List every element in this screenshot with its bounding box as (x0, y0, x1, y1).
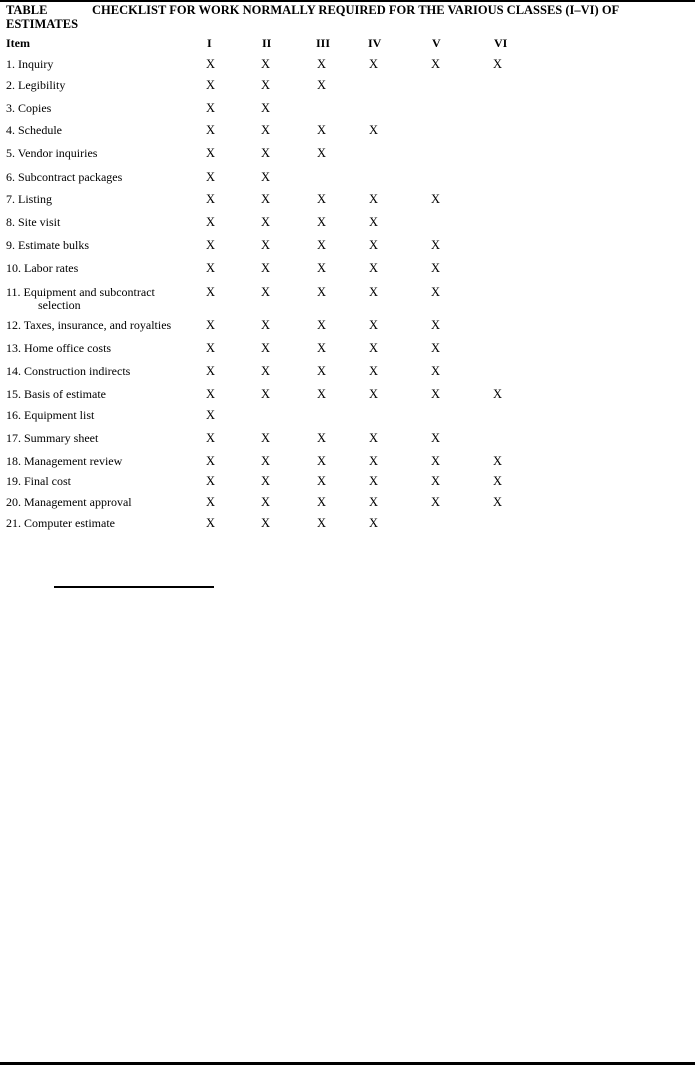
row-mark-class-6: X (493, 57, 503, 71)
table-label: TABLE (6, 3, 48, 17)
row-mark-class-1: X (206, 238, 216, 252)
footnote-rule (54, 586, 214, 588)
row-item-text: 16. Equipment list (6, 408, 95, 422)
row-mark-class-6: X (493, 387, 503, 401)
row-mark-class-2: X (261, 123, 271, 137)
row-mark-class-1: X (206, 78, 216, 92)
row-item-text: 13. Home office costs (6, 341, 112, 355)
row-mark-class-3: X (317, 285, 327, 299)
header-class-iii: III (316, 36, 331, 50)
row-item-text: 6. Subcontract packages (6, 170, 123, 184)
row-mark-class-2: X (261, 285, 271, 299)
row-mark-class-2: X (261, 318, 271, 332)
row-mark-class-3: X (317, 238, 327, 252)
row-mark-class-3: X (317, 146, 327, 160)
row-item-text: 12. Taxes, insurance, and royalties (6, 318, 172, 332)
header-item: Item (6, 36, 30, 50)
row-mark-class-1: X (206, 516, 216, 530)
row-mark-class-5: X (431, 387, 441, 401)
row-item-text: 15. Basis of estimate (6, 387, 106, 401)
row-mark-class-5: X (431, 364, 441, 378)
row-mark-class-1: X (206, 123, 216, 137)
header-class-iv: IV (368, 36, 382, 50)
row-item-text: 17. Summary sheet (6, 431, 99, 445)
row-mark-class-1: X (206, 57, 216, 71)
row-item-label (6, 124, 202, 137)
row-mark-class-1: X (206, 146, 216, 160)
row-item-label (6, 409, 202, 422)
row-mark-class-4: X (369, 495, 379, 509)
row-item-label (6, 388, 202, 401)
top-rule (0, 0, 695, 2)
row-mark-class-2: X (261, 261, 271, 275)
row-mark-class-2: X (261, 146, 271, 160)
row-item-label (6, 432, 202, 445)
header-class-ii: II (262, 36, 272, 50)
row-item-label (6, 239, 202, 252)
row-mark-class-1: X (206, 454, 216, 468)
row-mark-class-5: X (431, 238, 441, 252)
row-mark-class-4: X (369, 215, 379, 229)
row-mark-class-1: X (206, 170, 216, 184)
row-mark-class-4: X (369, 341, 379, 355)
row-item-text: 5. Vendor inquiries (6, 146, 98, 160)
row-mark-class-6: X (493, 495, 503, 509)
row-mark-class-3: X (317, 318, 327, 332)
table-title (6, 3, 626, 31)
row-item-label (6, 517, 202, 530)
row-item-text: 19. Final cost (6, 474, 71, 488)
row-item-label (6, 455, 202, 468)
row-mark-class-3: X (317, 474, 327, 488)
row-item-text: 18. Management review (6, 454, 123, 468)
row-item-text: 4. Schedule (6, 123, 62, 137)
row-mark-class-3: X (317, 431, 327, 445)
row-mark-class-3: X (317, 454, 327, 468)
row-mark-class-1: X (206, 431, 216, 445)
row-mark-class-3: X (317, 57, 327, 71)
row-item-label (6, 193, 202, 206)
row-mark-class-3: X (317, 78, 327, 92)
row-mark-class-2: X (261, 192, 271, 206)
header-class-v: V (432, 36, 441, 50)
row-mark-class-2: X (261, 78, 271, 92)
row-mark-class-4: X (369, 474, 379, 488)
row-item-label (6, 171, 202, 184)
row-mark-class-6: X (493, 454, 503, 468)
row-item-label (6, 496, 202, 509)
row-mark-class-5: X (431, 341, 441, 355)
header-class-i: I (207, 36, 212, 50)
row-mark-class-5: X (431, 57, 441, 71)
row-item-label (6, 102, 202, 115)
row-mark-class-4: X (369, 238, 379, 252)
row-item-text: 3. Copies (6, 101, 52, 115)
row-item-text: 1. Inquiry (6, 57, 54, 71)
row-mark-class-1: X (206, 387, 216, 401)
row-mark-class-1: X (206, 364, 216, 378)
row-mark-class-1: X (206, 192, 216, 206)
row-mark-class-5: X (431, 454, 441, 468)
row-item-text: 21. Computer estimate (6, 516, 115, 530)
row-mark-class-1: X (206, 474, 216, 488)
row-mark-class-5: X (431, 261, 441, 275)
row-mark-class-2: X (261, 364, 271, 378)
row-mark-class-1: X (206, 408, 216, 422)
row-item-text: 8. Site visit (6, 215, 61, 229)
row-item-text: 7. Listing (6, 192, 53, 206)
row-mark-class-4: X (369, 516, 379, 530)
row-mark-class-1: X (206, 341, 216, 355)
row-mark-class-3: X (317, 495, 327, 509)
table-title-text: CHECKLIST FOR WORK NORMALLY REQUIRED FOR THE VARIOUS CLASSES (I–VI) OF ESTIMATES (6, 3, 619, 31)
row-item-label (6, 286, 202, 312)
row-item-label (6, 342, 202, 355)
row-item-label (6, 319, 202, 332)
row-item-label (6, 262, 202, 275)
row-mark-class-4: X (369, 318, 379, 332)
row-item-text: 20. Management approval (6, 495, 132, 509)
row-mark-class-4: X (369, 57, 379, 71)
row-mark-class-2: X (261, 341, 271, 355)
row-mark-class-4: X (369, 261, 379, 275)
row-mark-class-1: X (206, 215, 216, 229)
row-mark-class-3: X (317, 123, 327, 137)
bottom-rule (0, 1062, 695, 1065)
row-mark-class-2: X (261, 57, 271, 71)
row-mark-class-3: X (317, 192, 327, 206)
row-item-text: 14. Construction indirects (6, 364, 131, 378)
row-mark-class-2: X (261, 170, 271, 184)
row-item-text: 2. Legibility (6, 78, 66, 92)
row-mark-class-4: X (369, 123, 379, 137)
row-item-text: 9. Estimate bulks (6, 238, 89, 252)
row-mark-class-1: X (206, 318, 216, 332)
row-item-label (6, 147, 202, 160)
row-item-label (6, 365, 202, 378)
row-mark-class-3: X (317, 516, 327, 530)
row-mark-class-4: X (369, 454, 379, 468)
header-class-vi: VI (494, 36, 508, 50)
row-item-label (6, 79, 202, 92)
row-mark-class-5: X (431, 285, 441, 299)
row-mark-class-4: X (369, 192, 379, 206)
row-mark-class-3: X (317, 215, 327, 229)
row-mark-class-2: X (261, 215, 271, 229)
row-item-text: 11. Equipment and subcontract (6, 285, 155, 299)
row-mark-class-4: X (369, 285, 379, 299)
row-mark-class-5: X (431, 192, 441, 206)
row-mark-class-2: X (261, 101, 271, 115)
row-mark-class-1: X (206, 285, 216, 299)
row-mark-class-2: X (261, 387, 271, 401)
row-mark-class-3: X (317, 261, 327, 275)
row-mark-class-1: X (206, 101, 216, 115)
row-mark-class-2: X (261, 495, 271, 509)
row-item-text: 10. Labor rates (6, 261, 79, 275)
row-mark-class-3: X (317, 364, 327, 378)
row-mark-class-5: X (431, 431, 441, 445)
row-item-label (6, 475, 202, 488)
table-header-row (0, 36, 695, 52)
row-mark-class-4: X (369, 387, 379, 401)
row-item-label (6, 216, 202, 229)
row-mark-class-6: X (493, 474, 503, 488)
row-mark-class-1: X (206, 495, 216, 509)
row-mark-class-2: X (261, 454, 271, 468)
row-mark-class-2: X (261, 474, 271, 488)
row-mark-class-3: X (317, 341, 327, 355)
row-mark-class-4: X (369, 364, 379, 378)
row-mark-class-2: X (261, 431, 271, 445)
row-item-text-continued: selection (38, 298, 81, 312)
row-mark-class-4: X (369, 431, 379, 445)
row-mark-class-2: X (261, 238, 271, 252)
row-item-label (6, 58, 202, 71)
row-mark-class-5: X (431, 474, 441, 488)
row-mark-class-5: X (431, 495, 441, 509)
row-mark-class-2: X (261, 516, 271, 530)
row-mark-class-5: X (431, 318, 441, 332)
row-mark-class-3: X (317, 387, 327, 401)
row-mark-class-1: X (206, 261, 216, 275)
